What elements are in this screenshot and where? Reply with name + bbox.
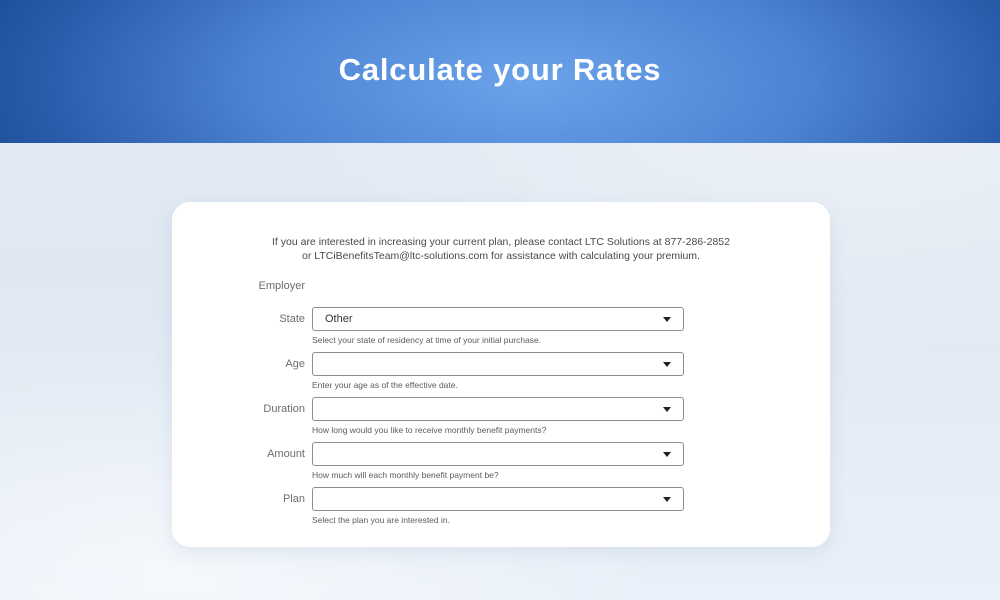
state-select[interactable] bbox=[312, 307, 684, 331]
form-row-plan bbox=[172, 487, 830, 532]
chevron-down-icon bbox=[663, 362, 671, 367]
chevron-down-icon bbox=[663, 452, 671, 457]
state-helper-text: Select your state of residency at time of your initial purchase. bbox=[312, 335, 542, 345]
age-label: Age bbox=[285, 358, 305, 370]
amount-label: Amount bbox=[267, 448, 305, 460]
plan-label: Plan bbox=[282, 493, 305, 505]
duration-helper-text: How long would you like to receive monthly benefit payments? bbox=[312, 425, 547, 435]
amount-select[interactable] bbox=[312, 442, 684, 466]
duration-label: Duration bbox=[263, 403, 305, 415]
intro-line-2: or LTCiBenefitsTeam@ltc-solutions.com for assistance with calculating your premium. bbox=[302, 249, 700, 262]
state-label: State bbox=[279, 313, 305, 325]
amount-helper-text: How much will each monthly benefit payment be? bbox=[312, 470, 499, 480]
duration-select[interactable] bbox=[312, 397, 684, 421]
age-select[interactable] bbox=[312, 352, 684, 376]
form-row-age bbox=[172, 352, 830, 397]
page-title: Calculate your Rates bbox=[338, 52, 662, 87]
intro-text bbox=[221, 236, 781, 263]
age-helper-text: Enter your age as of the effective date. bbox=[312, 380, 458, 390]
chevron-down-icon bbox=[663, 407, 671, 412]
form-row-duration bbox=[172, 397, 830, 442]
page-header bbox=[0, 0, 1000, 143]
employer-label: Employer bbox=[258, 280, 305, 292]
state-select-value: Other bbox=[325, 313, 353, 325]
intro-line-1: If you are interested in increasing your current plan, please contact LTC Solutions at 877-286-2852 bbox=[272, 236, 730, 248]
form-row-amount bbox=[172, 442, 830, 487]
chevron-down-icon bbox=[663, 497, 671, 502]
rate-calculator-card bbox=[172, 202, 830, 547]
plan-select[interactable] bbox=[312, 487, 684, 511]
plan-helper-text: Select the plan you are interested in. bbox=[312, 515, 450, 525]
chevron-down-icon bbox=[663, 317, 671, 322]
form-row-state bbox=[172, 307, 830, 352]
